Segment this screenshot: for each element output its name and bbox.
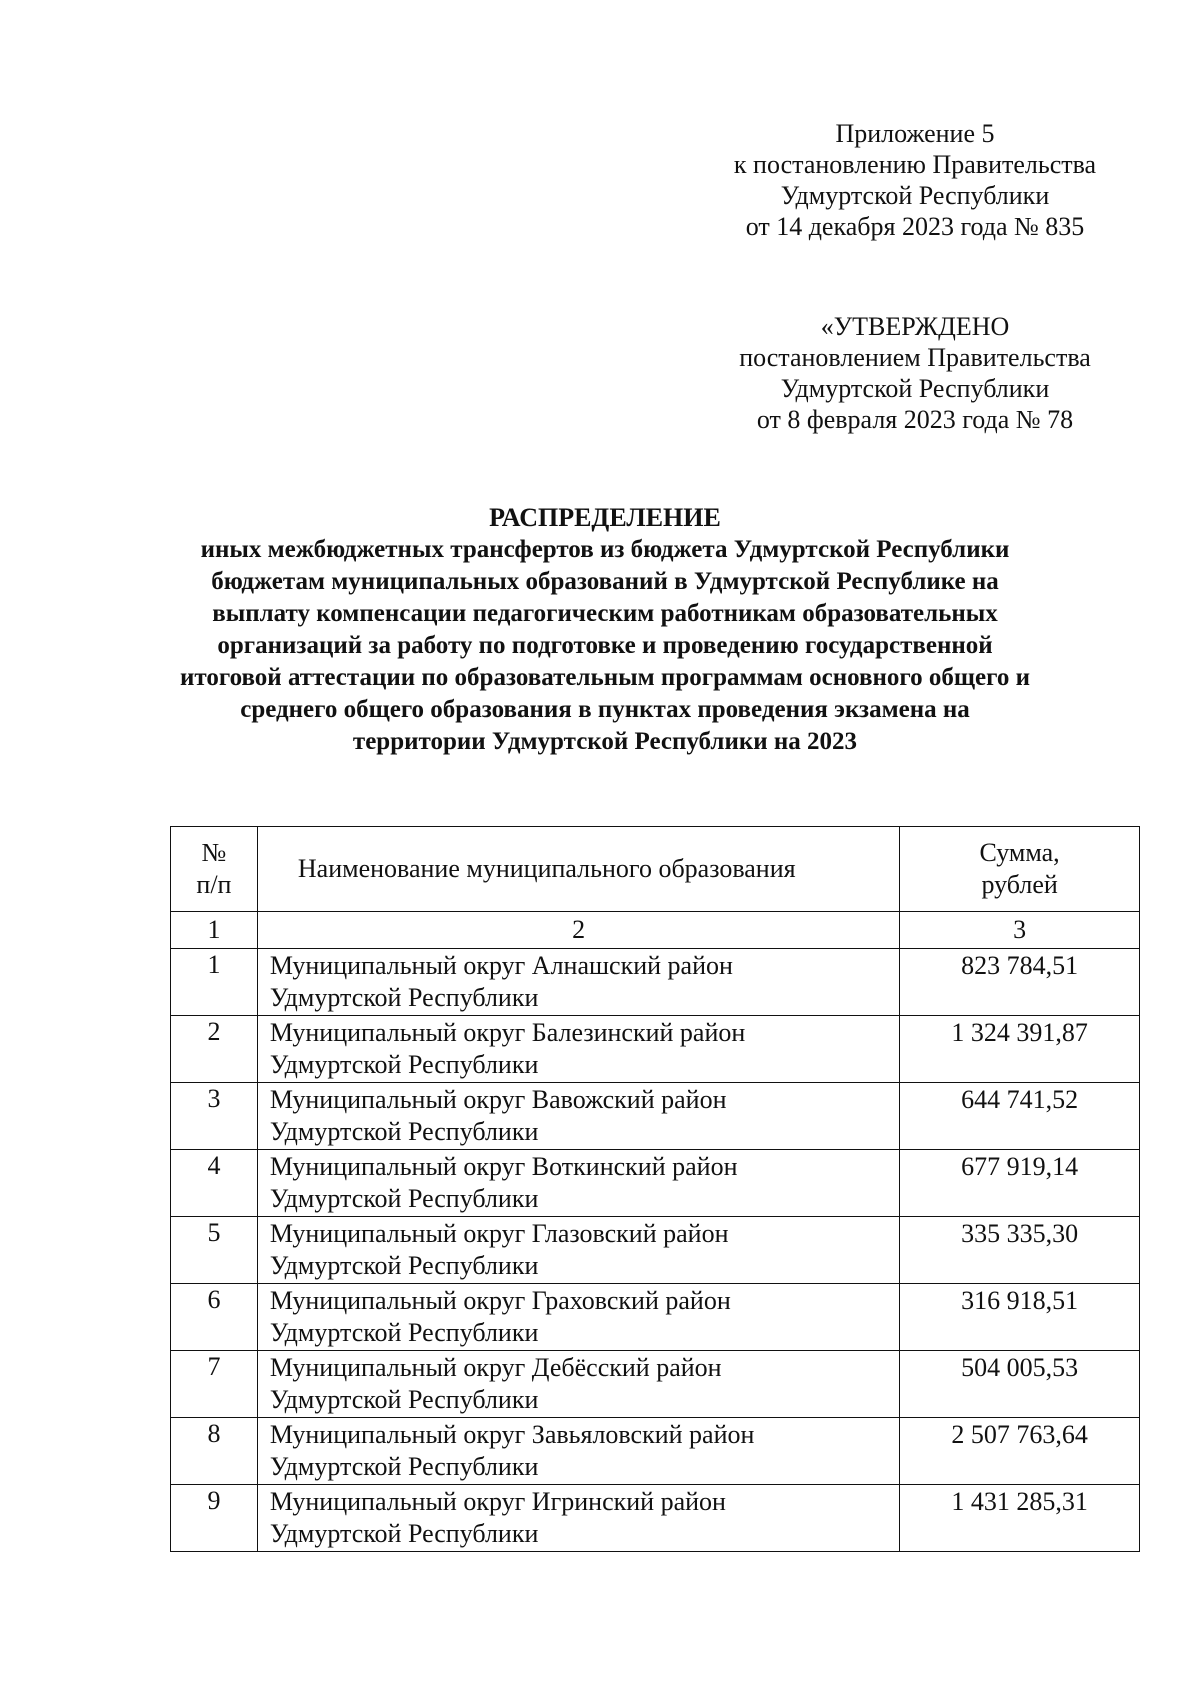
appendix-block	[680, 118, 1150, 242]
table-row	[171, 1150, 1140, 1217]
appendix-line-4: от 14 декабря 2023 года № 835	[745, 212, 1085, 241]
header-number	[171, 827, 258, 912]
approval-block	[680, 311, 1150, 435]
header-name: Наименование муниципального образования	[257, 827, 899, 912]
column-number: 1	[171, 912, 258, 949]
row-sum: 644 741,52	[900, 1083, 1140, 1150]
row-name-line-1: Муниципальный округ Дебёсский район	[269, 1353, 722, 1382]
appendix-line-3: Удмуртской Республики	[780, 181, 1050, 210]
header-sum-label: Сумма,	[979, 838, 1060, 867]
header-sum	[900, 827, 1140, 912]
row-name-line-2: Удмуртской Республики	[269, 1251, 539, 1280]
row-number: 1	[171, 949, 258, 1016]
document-title	[150, 502, 1060, 758]
row-sum: 823 784,51	[900, 949, 1140, 1016]
row-name	[257, 1284, 899, 1351]
row-sum: 335 335,30	[900, 1217, 1140, 1284]
appendix-line-2: к постановлению Правительства	[733, 150, 1097, 179]
title-line: территории Удмуртской Республики на 2023	[352, 728, 858, 755]
row-sum: 504 005,53	[900, 1351, 1140, 1418]
title-line: иных межбюджетных трансфертов из бюджета Удмуртской Республики	[200, 536, 1010, 563]
row-number: 4	[171, 1150, 258, 1217]
title-line: бюджетам муниципальных образований в Удмуртской Республике на	[211, 568, 999, 595]
row-name-line-1: Муниципальный округ Воткинский район	[269, 1152, 738, 1181]
table-row	[171, 1418, 1140, 1485]
table-row	[171, 1016, 1140, 1083]
column-number: 3	[900, 912, 1140, 949]
row-name	[257, 1150, 899, 1217]
approval-line-2: постановлением Правительства	[739, 343, 1091, 372]
row-name-line-1: Муниципальный округ Алнашский район	[269, 951, 733, 980]
row-name-line-1: Муниципальный округ Глазовский район	[269, 1219, 729, 1248]
row-name-line-1: Муниципальный округ Балезинский район	[269, 1018, 746, 1047]
approval-line-3: Удмуртской Республики	[780, 374, 1050, 403]
row-name-line-2: Удмуртской Республики	[269, 983, 539, 1012]
title-heading: РАСПРЕДЕЛЕНИЕ	[489, 503, 721, 532]
distribution-table	[170, 826, 1140, 1552]
row-sum: 1 324 391,87	[900, 1016, 1140, 1083]
row-number: 6	[171, 1284, 258, 1351]
appendix-line-1: Приложение 5	[835, 119, 995, 148]
table-row	[171, 1485, 1140, 1552]
row-name-line-2: Удмуртской Республики	[269, 1519, 539, 1548]
table-header-row	[171, 827, 1140, 912]
row-name	[257, 1016, 899, 1083]
row-name	[257, 949, 899, 1016]
table-row	[171, 1217, 1140, 1284]
table-row	[171, 1284, 1140, 1351]
approval-line-4: от 8 февраля 2023 года № 78	[756, 405, 1074, 434]
row-number: 3	[171, 1083, 258, 1150]
row-name	[257, 1083, 899, 1150]
row-sum: 2 507 763,64	[900, 1418, 1140, 1485]
row-name	[257, 1485, 899, 1552]
row-name-line-1: Муниципальный округ Граховский район	[269, 1286, 731, 1315]
row-number: 2	[171, 1016, 258, 1083]
table-row	[171, 949, 1140, 1016]
title-line: итоговой аттестации по образовательным программам основного общего и	[180, 664, 1030, 691]
row-name-line-2: Удмуртской Республики	[269, 1050, 539, 1079]
title-line: выплату компенсации педагогическим работникам образовательных	[212, 600, 998, 627]
row-name-line-1: Муниципальный округ Завьяловский район	[269, 1420, 755, 1449]
row-sum: 316 918,51	[900, 1284, 1140, 1351]
row-name-line-1: Муниципальный округ Игринский район	[269, 1487, 726, 1516]
row-name-line-2: Удмуртской Республики	[269, 1184, 539, 1213]
row-number: 5	[171, 1217, 258, 1284]
row-name-line-1: Муниципальный округ Вавожский район	[269, 1085, 727, 1114]
row-name-line-2: Удмуртской Республики	[269, 1452, 539, 1481]
row-number: 8	[171, 1418, 258, 1485]
row-sum: 677 919,14	[900, 1150, 1140, 1217]
row-name	[257, 1351, 899, 1418]
row-name	[257, 1418, 899, 1485]
header-number-symbol: №	[201, 838, 227, 867]
row-sum: 1 431 285,31	[900, 1485, 1140, 1552]
row-name-line-2: Удмуртской Республики	[269, 1385, 539, 1414]
row-name-line-2: Удмуртской Республики	[269, 1117, 539, 1146]
header-number-label: п/п	[196, 870, 232, 899]
table-row	[171, 1083, 1140, 1150]
title-line: среднего общего образования в пунктах проведения экзамена на	[240, 696, 970, 723]
row-number: 7	[171, 1351, 258, 1418]
title-line: организаций за работу по подготовке и проведению государственной	[217, 632, 993, 659]
row-name	[257, 1217, 899, 1284]
column-number: 2	[257, 912, 899, 949]
table-row	[171, 1351, 1140, 1418]
header-sum-unit: рублей	[981, 870, 1058, 899]
row-number: 9	[171, 1485, 258, 1552]
approval-line-1: «УТВЕРЖДЕНО	[820, 312, 1010, 341]
row-name-line-2: Удмуртской Республики	[269, 1318, 539, 1347]
column-number-row	[171, 912, 1140, 949]
